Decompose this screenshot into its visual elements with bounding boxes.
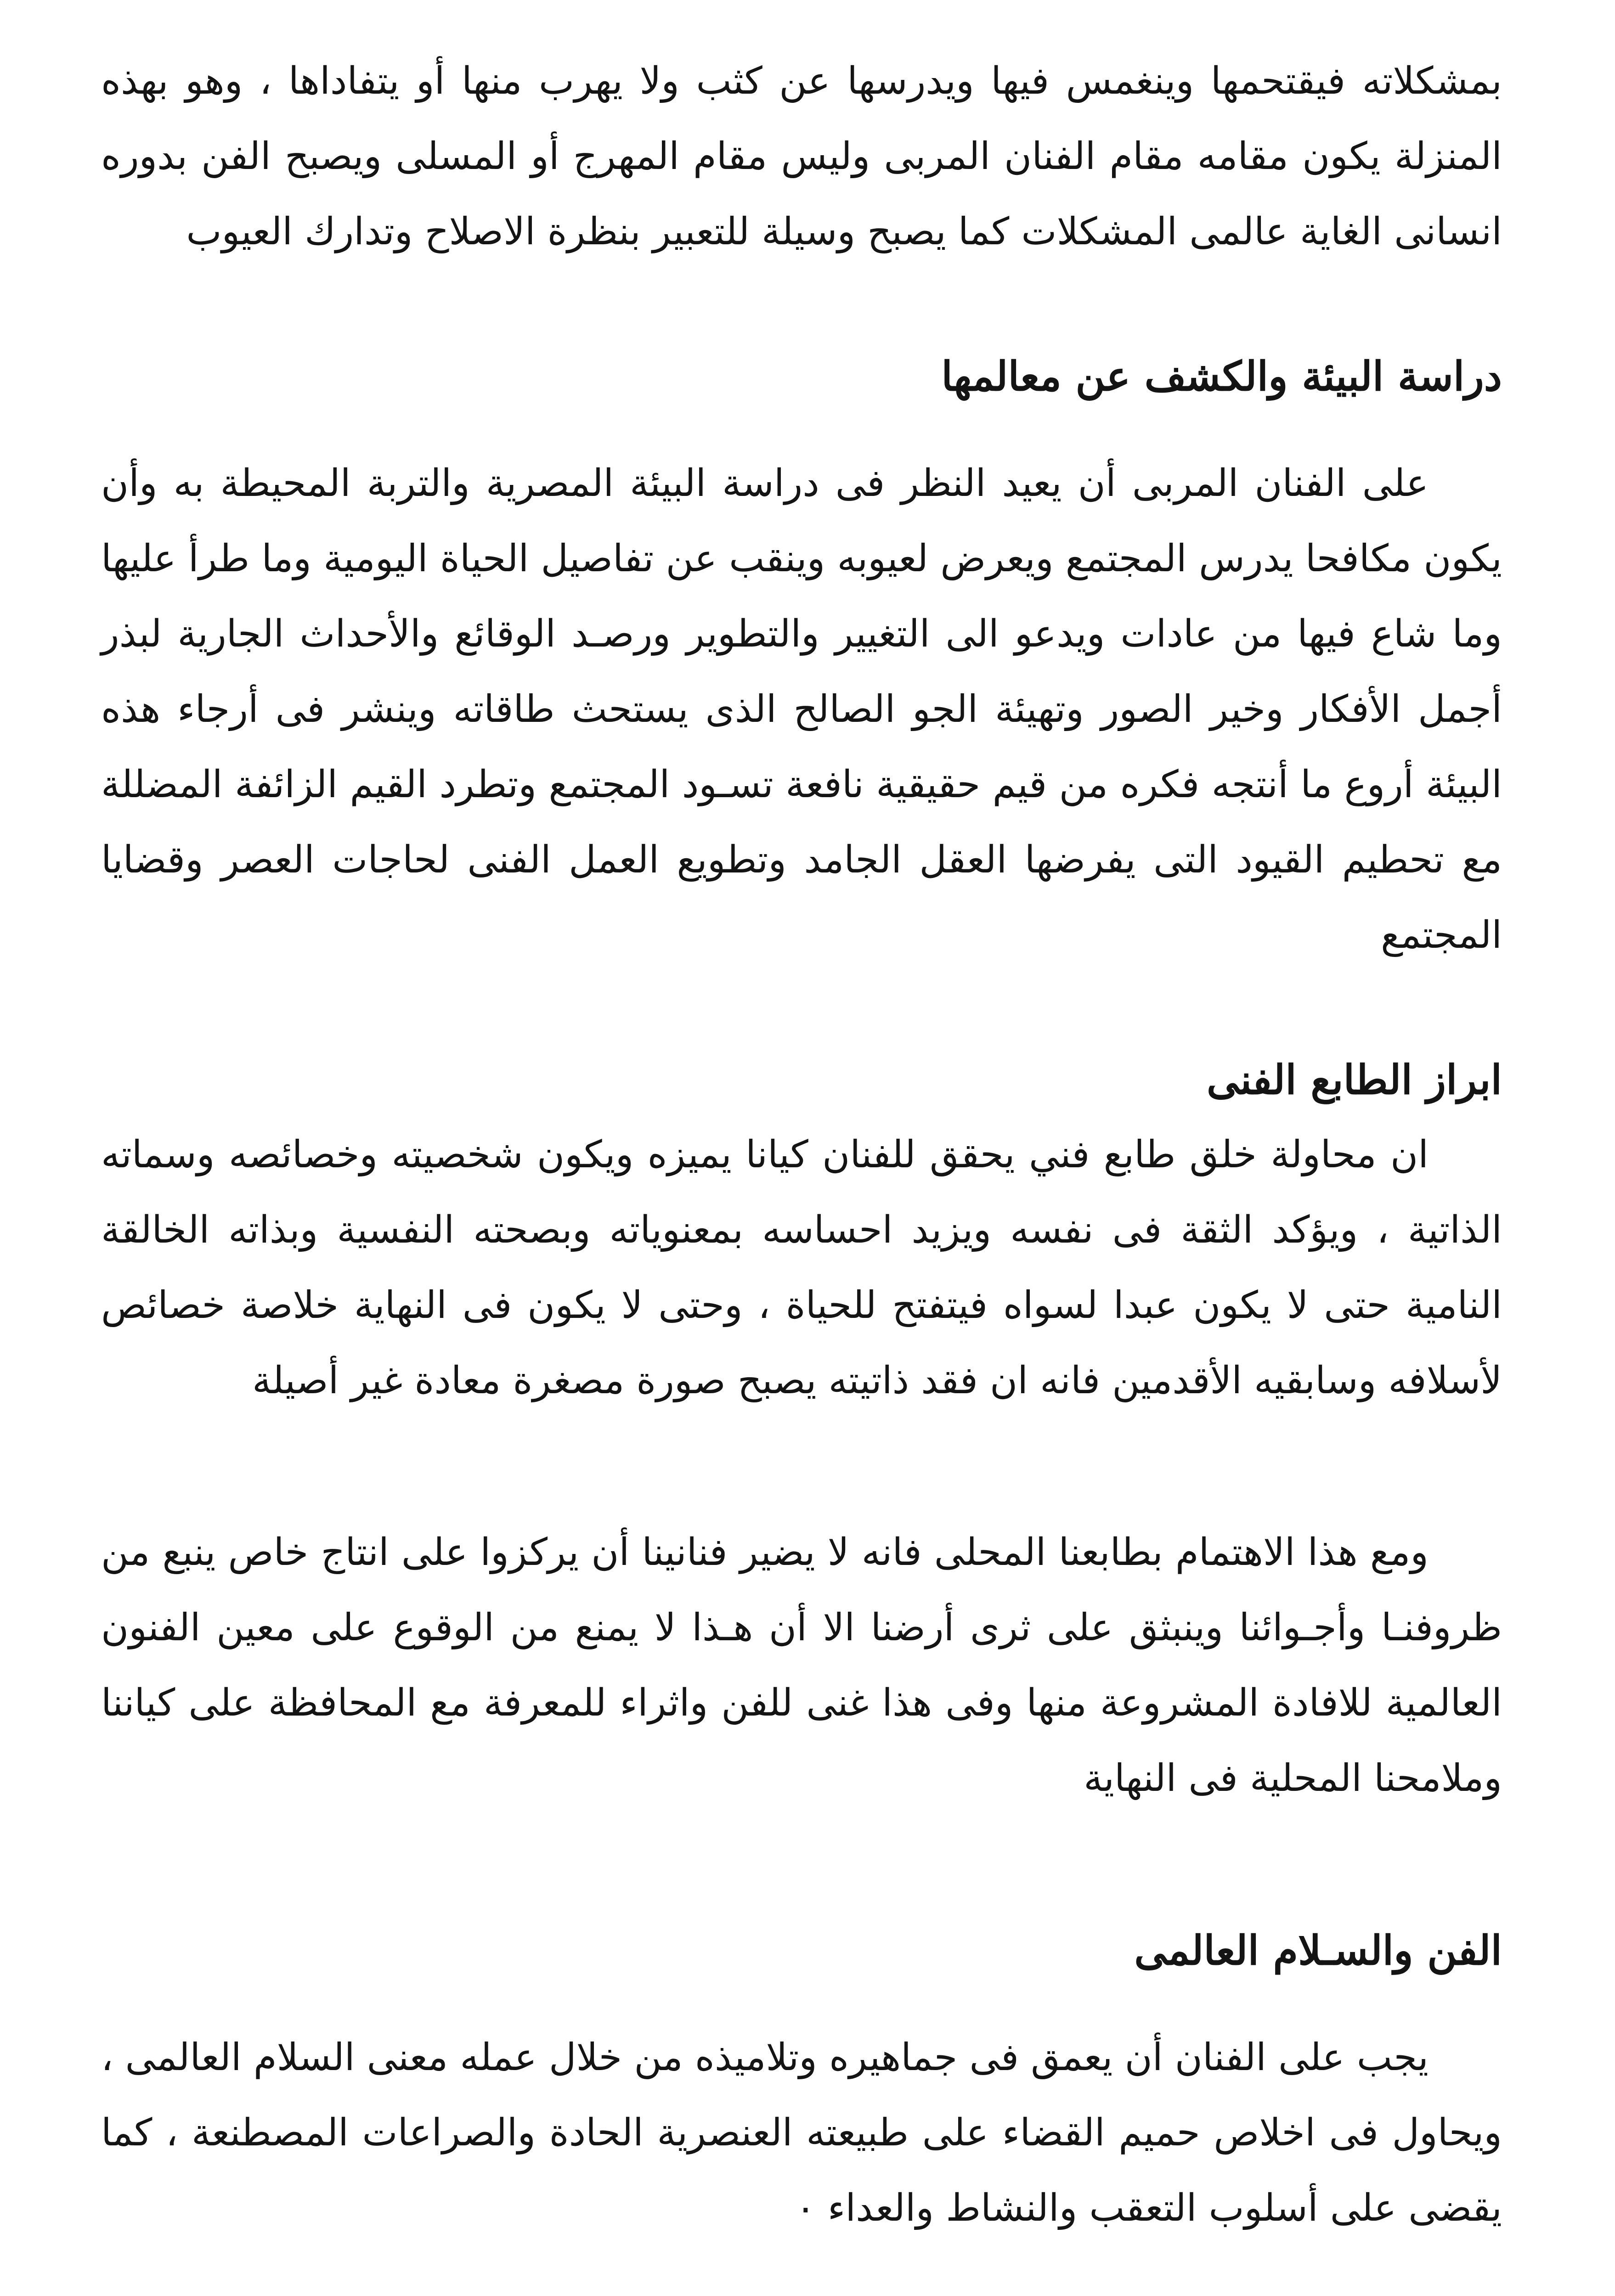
paragraph-world-peace: يجب على الفنان أن يعمق فى جماهيره وتلاميذه من خلال عمله معنى السلام العالمى ، ويحاول فى اخلاص حميم القضاء على طبيعته العنصرية الحادة والصراعات المصطنعة ، كما يقضى على أسلوب التعقب والنشاط والعداء ٠	[101, 2036, 1502, 2230]
paragraph-environment: على الفنان المربى أن يعيد النظر فى دراسة البيئة المصرية والتربة المحيطة به وأن يكون مكافحا يدرس المجتمع ويعرض لعيوبه وينقب عن تفاصيل الحياة اليومية وما طرأ عليها وما شاع فيها من عادات ويدعو الى التغيير والتطوير ورصـد الوقائع والأحداث الجارية لبذر أجمل الأفكار وخير الصور وتهيئة الجو الصالح الذى يستحث طاقاته وينشر فى أرجاء هذه البيئة أروع ما أنتجه فكره من قيم حقيقية نافعة تسـود المجتمع وتطرد القيم الزائفة المضللة مع تحطيم القيود التى يفرضها العقل الجامد وتطويع العمل الفنى لحاجات العصر وقضايا المجتمع	[101, 461, 1502, 957]
spacer	[101, 973, 1502, 1042]
spacer	[101, 414, 1502, 446]
section-heading-environment: دراسة البيئة والكشف عن معالمها	[941, 352, 1502, 400]
document-page	[101, 44, 1502, 2296]
spacer	[101, 2246, 1502, 2296]
paragraph-intro: بمشكلاته فيقتحمها وينغمس فيها ويدرسها عن كثب ولا يهرب منها أو يتفاداها ، وهو بهذه المنزلة يكون مقامه مقام الفنان المربى وليس مقام المهرج أو المسلى ويصبح الفن بدوره انسانى الغاية عالمى المشكلات كما يصبح وسيلة للتعبير بنظرة الاصلاح وتدارك العيوب	[101, 59, 1502, 253]
paragraph-local-identity: ومع هذا الاهتمام بطابعنا المحلى فانه لا يضير فنانينا أن يركزوا على انتاج خاص ينبع من ظروفنـا وأجـوائنا وينبثق على ثرى أرضنا الا أن هـذا لا يمنع من الوقوع على معين الفنون العالمية للافادة المشروعة منها وفى هذا غنى للفن واثراء للمعرفة مع المحافظة على كياننا وملامحنا المحلية فى النهاية	[101, 1531, 1502, 1800]
section-heading-world-peace: الفن والسـلام العالمى	[1134, 1926, 1502, 1974]
spacer	[101, 1418, 1502, 1515]
spacer	[101, 1816, 1502, 1913]
section-heading-artistic-character: ابراز الطابع الفنى	[1207, 1056, 1502, 1103]
spacer	[101, 1988, 1502, 2020]
paragraph-artistic-character: ان محاولة خلق طابع فني يحقق للفنان كيانا يميزه ويكون شخصيته وخصائصه وسماته الذاتية ، ويؤكد الثقة فى نفسه ويزيد احساسه بمعنوياته وبصحته النفسية وبذاته الخالقة النامية حتى لا يكون عبدا لسواه فيتفتح للحياة ، وحتى لا يكون فى النهاية خلاصة خصائص لأسلافه وسابقيه الأقدمين فانه ان فقد ذاتيته يصبح صورة مصغرة معادة غير أصيلة	[101, 1133, 1502, 1402]
spacer	[101, 270, 1502, 338]
